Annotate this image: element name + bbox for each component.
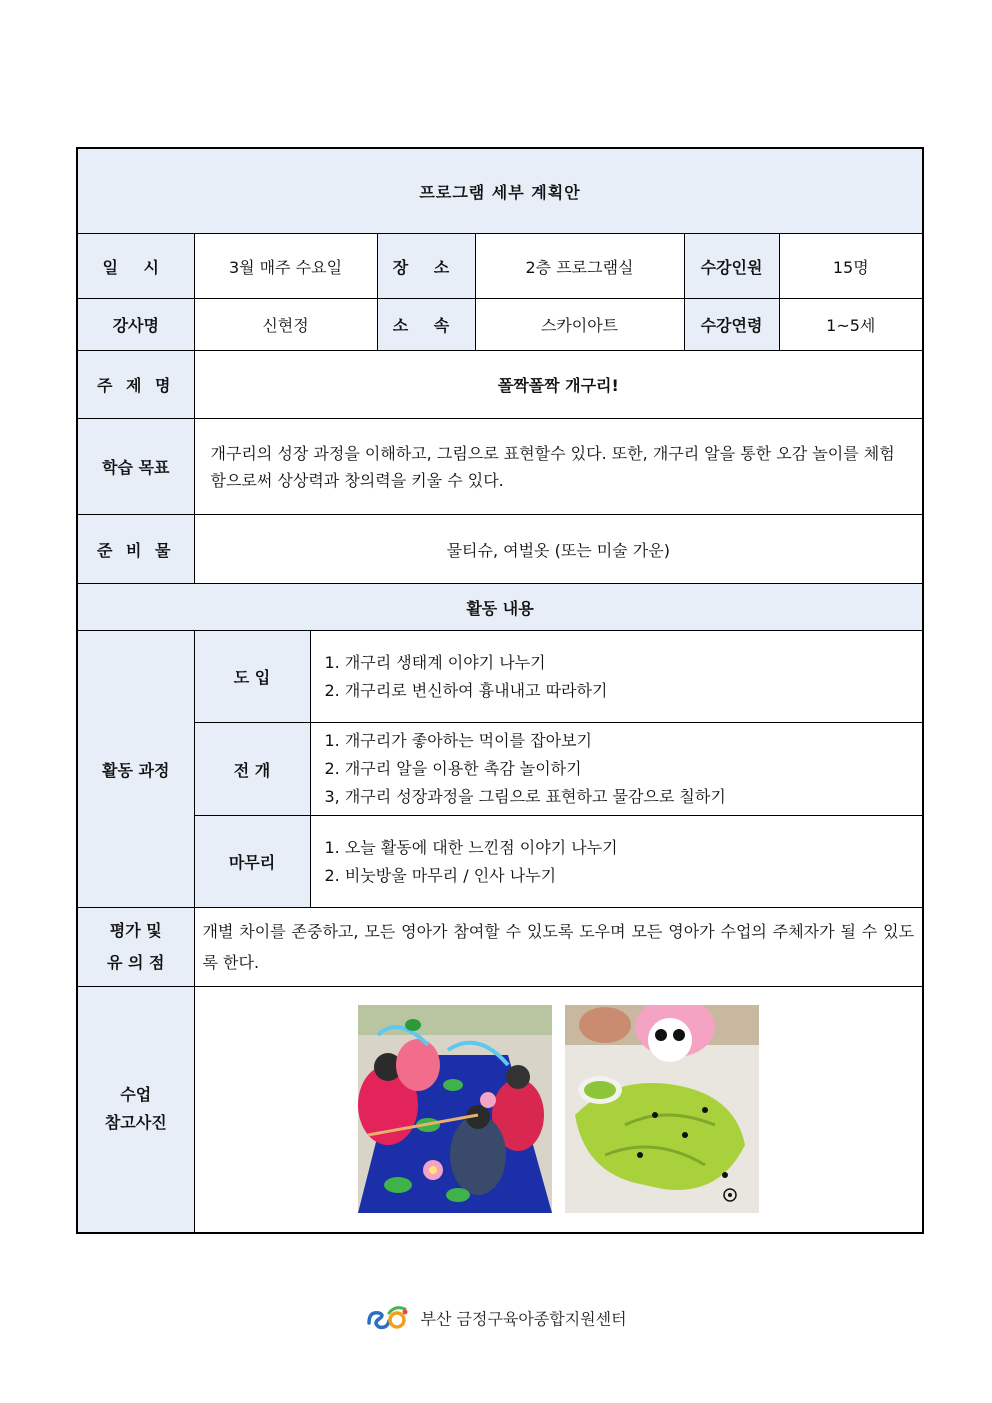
evaluation-label-line2: 유 의 점 xyxy=(106,953,165,972)
place-value: 2층 프로그램실 xyxy=(475,234,684,299)
stage-closing-label: 마무리 xyxy=(194,816,310,908)
list-item: 3, 개구리 성장과정을 그림으로 표현하고 물감으로 칠하기 xyxy=(324,787,726,806)
activity-header: 활동 내용 xyxy=(77,584,923,631)
photos-label-line2: 참고사진 xyxy=(104,1113,167,1133)
footer xyxy=(0,1305,992,1335)
list-item: 1. 개구리가 좋아하는 먹이를 잡아보기 xyxy=(324,731,592,750)
stage-development-content xyxy=(310,723,923,816)
instructor-value: 신현정 xyxy=(194,299,377,351)
evaluation-value: 개별 차이를 존중하고, 모든 영아가 참여할 수 있도록 도우며 모든 영아가 수업의 주체자가 될 수 있도록 한다. xyxy=(194,908,923,987)
program-plan-table xyxy=(76,147,924,1234)
list-item: 1. 개구리 생태계 이야기 나누기 xyxy=(324,652,546,672)
affiliation-label: 소 속 xyxy=(377,299,475,351)
topic-value: 폴짝폴짝 개구리! xyxy=(194,351,923,419)
age-label: 수강연령 xyxy=(684,299,779,351)
list-item: 2. 개구리로 변신하여 흉내내고 따라하기 xyxy=(324,680,608,700)
stage-intro-label: 도 입 xyxy=(194,631,310,723)
list-item: 2. 비눗방울 마무리 / 인사 나누기 xyxy=(324,865,557,885)
photos-label xyxy=(77,987,194,1233)
capacity-value: 15명 xyxy=(779,234,923,299)
goal-value: 개구리의 성장 과정을 이해하고, 그림으로 표현할수 있다. 또한, 개구리 알을 통한 오감 놀이를 체험함으로써 상상력과 창의력을 키울 수 있다. xyxy=(194,419,923,515)
list-item: 1. 오늘 활동에 대한 느낀점 이야기 나누기 xyxy=(324,837,618,857)
date-label: 일 시 xyxy=(77,234,194,299)
instructor-label: 강사명 xyxy=(77,299,194,351)
stage-development-label: 전 개 xyxy=(194,723,310,816)
materials-value: 물티슈, 여벌옷 (또는 미술 가운) xyxy=(194,515,923,584)
page-title: 프로그램 세부 계획안 xyxy=(77,148,923,234)
footer-text: 부산 금정구육아종합지원센터 xyxy=(420,1309,627,1329)
stage-intro-content xyxy=(310,631,923,723)
list-item: 2. 개구리 알을 이용한 촉감 놀이하기 xyxy=(324,759,582,778)
evaluation-label-line1: 평가 및 xyxy=(109,921,162,940)
class-photo-frog-painting xyxy=(565,1005,759,1213)
photos-label-line1: 수업 xyxy=(120,1085,152,1105)
goal-label: 학습 목표 xyxy=(77,419,194,515)
stage-closing-content xyxy=(310,816,923,908)
evaluation-label xyxy=(77,908,194,987)
capacity-label: 수강인원 xyxy=(684,234,779,299)
photos-cell xyxy=(194,987,923,1233)
process-label: 활동 과정 xyxy=(77,631,194,908)
date-value: 3월 매주 수요일 xyxy=(194,234,377,299)
place-label: 장 소 xyxy=(377,234,475,299)
topic-label: 주 제 명 xyxy=(77,351,194,419)
affiliation-value: 스카이아트 xyxy=(475,299,684,351)
center-logo-icon xyxy=(365,1305,409,1335)
materials-label: 준 비 물 xyxy=(77,515,194,584)
age-value: 1~5세 xyxy=(779,299,923,351)
class-photo-frog-play xyxy=(358,1005,552,1213)
